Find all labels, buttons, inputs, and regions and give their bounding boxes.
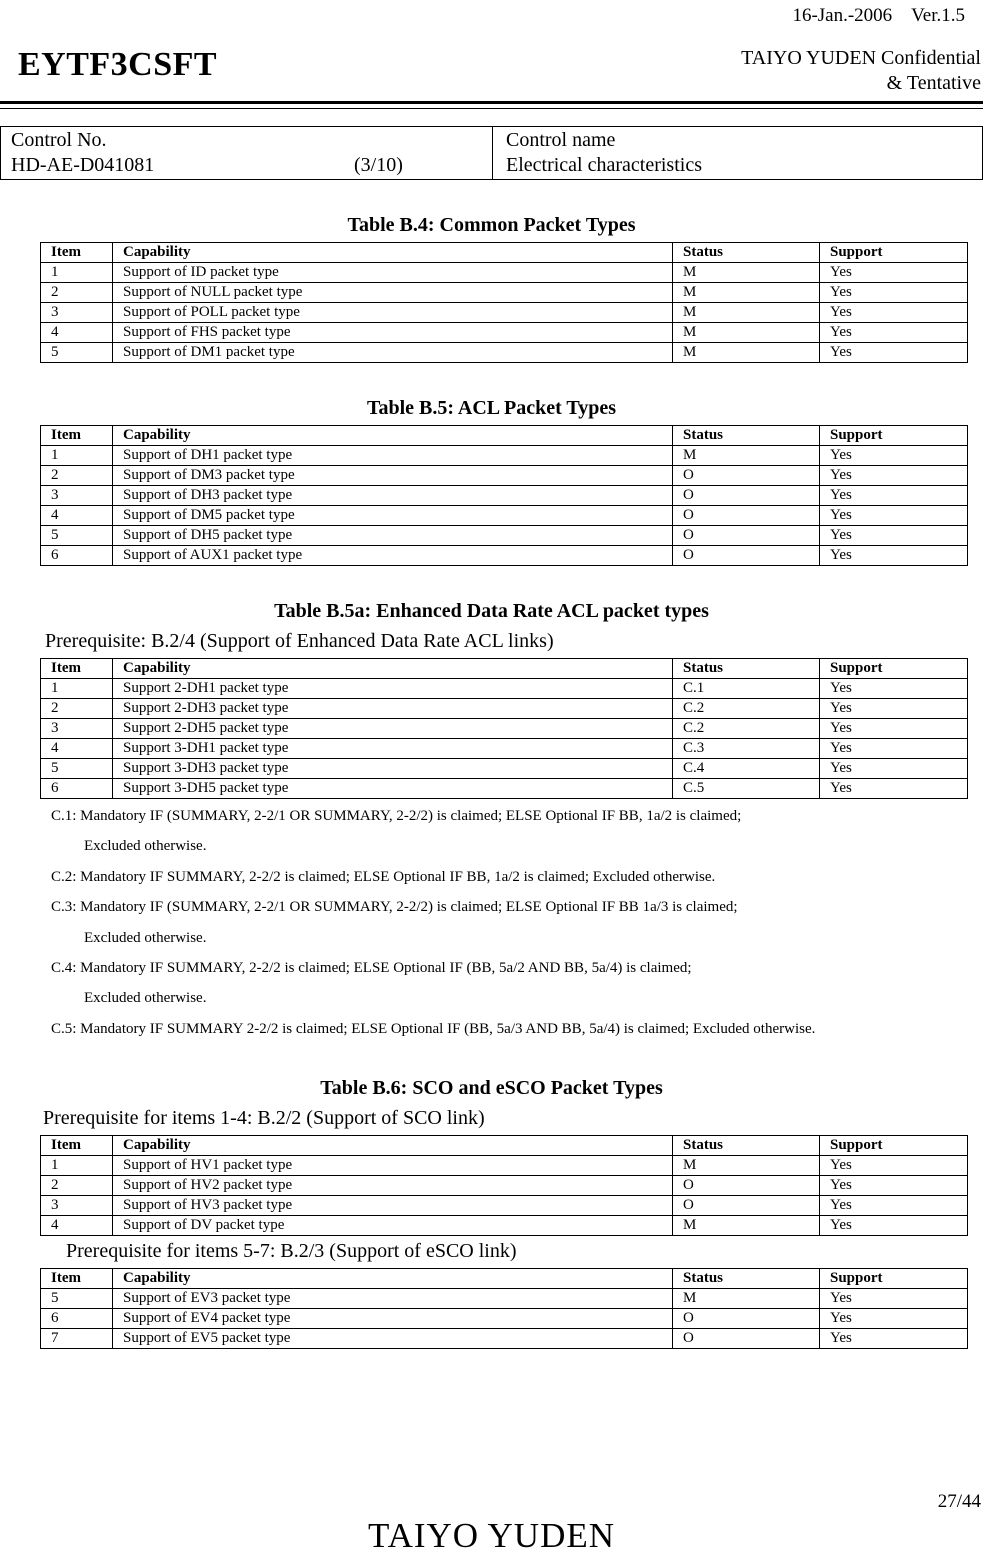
header-status: Status (673, 1269, 820, 1289)
header-status: Status (673, 1136, 820, 1156)
note-c4-cont: Excluded otherwise. (84, 990, 207, 1007)
cell-status: M (673, 303, 820, 323)
cell-capability: Support of DH1 packet type (113, 446, 673, 466)
cell-capability: Support 3-DH5 packet type (113, 779, 673, 799)
cell-item: 6 (41, 1309, 113, 1329)
cell-support: Yes (820, 546, 968, 566)
confidential-notice (741, 46, 981, 96)
cell-capability: Support of DH3 packet type (113, 486, 673, 506)
cell-item: 4 (41, 1216, 113, 1236)
control-number-cell (1, 127, 493, 179)
table-row (41, 739, 968, 759)
cell-item: 1 (41, 263, 113, 283)
table-row (41, 679, 968, 699)
table-b4 (40, 242, 968, 363)
table-row (41, 343, 968, 363)
table-row (41, 486, 968, 506)
control-box (0, 126, 983, 180)
cell-item: 1 (41, 446, 113, 466)
cell-capability: Support of FHS packet type (113, 323, 673, 343)
cell-capability: Support of AUX1 packet type (113, 546, 673, 566)
header-status: Status (673, 243, 820, 263)
table-b6-sco (40, 1135, 968, 1236)
cell-item: 5 (41, 526, 113, 546)
cell-support: Yes (820, 506, 968, 526)
control-page: (3/10) (354, 154, 403, 176)
cell-capability: Support of DM1 packet type (113, 343, 673, 363)
cell-item: 5 (41, 759, 113, 779)
header-capability: Capability (113, 659, 673, 679)
cell-status: O (673, 546, 820, 566)
cell-item: 1 (41, 1156, 113, 1176)
cell-support: Yes (820, 466, 968, 486)
header-support: Support (820, 243, 968, 263)
cell-item: 4 (41, 506, 113, 526)
date-version: 16-Jan.-2006 Ver.1.5 (792, 5, 965, 26)
table-row (41, 1156, 968, 1176)
cell-status: O (673, 1309, 820, 1329)
cell-capability: Support 3-DH1 packet type (113, 739, 673, 759)
cell-support: Yes (820, 1196, 968, 1216)
table-header-row (41, 1136, 968, 1156)
cell-capability: Support 3-DH3 packet type (113, 759, 673, 779)
table-b5-title: Table B.5: ACL Packet Types (366, 397, 617, 419)
cell-item: 2 (41, 466, 113, 486)
cell-capability: Support of EV5 packet type (113, 1329, 673, 1349)
cell-item: 4 (41, 323, 113, 343)
cell-capability: Support of DM5 packet type (113, 506, 673, 526)
cell-status: C.3 (673, 739, 820, 759)
model-name: EYTF3CSFT (18, 46, 218, 83)
table-header-row (41, 659, 968, 679)
cell-item: 3 (41, 1196, 113, 1216)
cell-item: 3 (41, 719, 113, 739)
cell-capability: Support of DH5 packet type (113, 526, 673, 546)
cell-support: Yes (820, 303, 968, 323)
cell-support: Yes (820, 526, 968, 546)
cell-item: 7 (41, 1329, 113, 1349)
note-c1-cont: Excluded otherwise. (84, 838, 207, 855)
cell-capability: Support of ID packet type (113, 263, 673, 283)
cell-item: 1 (41, 679, 113, 699)
cell-item: 6 (41, 779, 113, 799)
note-c3: C.3: Mandatory IF (SUMMARY, 2-2/1 OR SUMMARY, 2-2/2) is claimed; ELSE Optional IF BB 1a/3 is claimed; (51, 899, 738, 916)
cell-item: 6 (41, 546, 113, 566)
table-row (41, 263, 968, 283)
header-support: Support (820, 426, 968, 446)
cell-capability: Support of HV2 packet type (113, 1176, 673, 1196)
cell-item: 3 (41, 486, 113, 506)
cell-status: O (673, 486, 820, 506)
table-row (41, 283, 968, 303)
cell-capability: Support 2-DH1 packet type (113, 679, 673, 699)
cell-support: Yes (820, 263, 968, 283)
table-b4-title: Table B.4: Common Packet Types (347, 214, 636, 236)
table-b6-title: Table B.6: SCO and eSCO Packet Types (320, 1077, 663, 1099)
header-rule-thick (0, 101, 983, 104)
cell-capability: Support of POLL packet type (113, 303, 673, 323)
cell-support: Yes (820, 779, 968, 799)
cell-item: 2 (41, 699, 113, 719)
cell-item: 2 (41, 283, 113, 303)
note-c4: C.4: Mandatory IF SUMMARY, 2-2/2 is claimed; ELSE Optional IF (BB, 5a/2 AND BB, 5a/4) is claimed; (51, 960, 692, 977)
cell-status: C.4 (673, 759, 820, 779)
header-status: Status (673, 426, 820, 446)
table-row (41, 446, 968, 466)
table-b6-prerequisite-2: Prerequisite for items 5-7: B.2/3 (Support of eSCO link) (66, 1240, 517, 1262)
cell-capability: Support 2-DH3 packet type (113, 699, 673, 719)
table-b5a (40, 658, 968, 799)
cell-status: M (673, 323, 820, 343)
cell-item: 3 (41, 303, 113, 323)
header-capability: Capability (113, 1269, 673, 1289)
table-row (41, 466, 968, 486)
footer-company: TAIYO YUDEN (368, 1516, 615, 1555)
header-item: Item (41, 659, 113, 679)
table-row (41, 323, 968, 343)
cell-capability: Support of EV3 packet type (113, 1289, 673, 1309)
cell-status: M (673, 343, 820, 363)
cell-capability: Support of DV packet type (113, 1216, 673, 1236)
header-support: Support (820, 1136, 968, 1156)
cell-status: O (673, 466, 820, 486)
cell-support: Yes (820, 323, 968, 343)
header-support: Support (820, 1269, 968, 1289)
cell-support: Yes (820, 1289, 968, 1309)
cell-support: Yes (820, 679, 968, 699)
cell-support: Yes (820, 739, 968, 759)
control-name-value: Electrical characteristics (506, 154, 702, 176)
header-item: Item (41, 426, 113, 446)
table-row (41, 1216, 968, 1236)
table-header-row (41, 243, 968, 263)
table-row (41, 506, 968, 526)
cell-status: C.2 (673, 699, 820, 719)
cell-status: C.1 (673, 679, 820, 699)
cell-support: Yes (820, 1309, 968, 1329)
cell-capability: Support of NULL packet type (113, 283, 673, 303)
cell-item: 4 (41, 739, 113, 759)
cell-support: Yes (820, 1329, 968, 1349)
cell-item: 5 (41, 1289, 113, 1309)
table-row (41, 303, 968, 323)
cell-support: Yes (820, 699, 968, 719)
table-row (41, 759, 968, 779)
cell-capability: Support of DM3 packet type (113, 466, 673, 486)
header-rule-thin (0, 108, 983, 109)
header-item: Item (41, 1136, 113, 1156)
table-row (41, 546, 968, 566)
table-row (41, 699, 968, 719)
table-row (41, 779, 968, 799)
table-row (41, 526, 968, 546)
note-c5: C.5: Mandatory IF SUMMARY 2-2/2 is claimed; ELSE Optional IF (BB, 5a/3 AND BB, 5a/4) is claimed; Excluded otherwise. (51, 1020, 816, 1037)
header-capability: Capability (113, 243, 673, 263)
cell-item: 5 (41, 343, 113, 363)
cell-status: M (673, 263, 820, 283)
header-support: Support (820, 659, 968, 679)
control-number-value: HD-AE-D041081 (11, 154, 155, 176)
cell-status: O (673, 526, 820, 546)
cell-status: C.5 (673, 779, 820, 799)
control-number-label: Control No. (11, 129, 107, 151)
cell-support: Yes (820, 1216, 968, 1236)
page-number: 27/44 (937, 1491, 981, 1512)
table-row (41, 1309, 968, 1329)
table-b5a-notes (51, 801, 815, 1044)
table-header-row (41, 426, 968, 446)
table-b5a-prerequisite: Prerequisite: B.2/4 (Support of Enhanced Data Rate ACL links) (45, 630, 554, 652)
cell-support: Yes (820, 283, 968, 303)
table-header-row (41, 1269, 968, 1289)
cell-support: Yes (820, 446, 968, 466)
header-item: Item (41, 1269, 113, 1289)
cell-capability: Support of HV1 packet type (113, 1156, 673, 1176)
cell-support: Yes (820, 1156, 968, 1176)
cell-status: O (673, 1176, 820, 1196)
header-capability: Capability (113, 426, 673, 446)
table-b5 (40, 425, 968, 566)
table-row (41, 719, 968, 739)
cell-capability: Support of HV3 packet type (113, 1196, 673, 1216)
control-name-cell (493, 127, 982, 179)
cell-capability: Support of EV4 packet type (113, 1309, 673, 1329)
cell-status: O (673, 506, 820, 526)
header-capability: Capability (113, 1136, 673, 1156)
cell-support: Yes (820, 486, 968, 506)
note-c3-cont: Excluded otherwise. (84, 929, 207, 946)
cell-status: M (673, 1289, 820, 1309)
cell-status: C.2 (673, 719, 820, 739)
table-b6-prerequisite-1: Prerequisite for items 1-4: B.2/2 (Support of SCO link) (43, 1107, 485, 1129)
confidential-line-1: TAIYO YUDEN Confidential (741, 47, 981, 69)
header-item: Item (41, 243, 113, 263)
cell-status: O (673, 1196, 820, 1216)
table-row (41, 1289, 968, 1309)
confidential-line-2: & Tentative (886, 72, 981, 94)
cell-status: M (673, 1216, 820, 1236)
note-c1: C.1: Mandatory IF (SUMMARY, 2-2/1 OR SUMMARY, 2-2/2) is claimed; ELSE Optional IF BB, 1a/2 is claimed; (51, 808, 742, 824)
cell-support: Yes (820, 1176, 968, 1196)
cell-capability: Support 2-DH5 packet type (113, 719, 673, 739)
header-status: Status (673, 659, 820, 679)
table-row (41, 1196, 968, 1216)
table-row (41, 1176, 968, 1196)
table-b6-esco (40, 1268, 968, 1349)
cell-support: Yes (820, 759, 968, 779)
note-c2: C.2: Mandatory IF SUMMARY, 2-2/2 is claimed; ELSE Optional IF BB, 1a/2 is claimed; Excluded otherwise. (51, 868, 716, 885)
table-b5a-title: Table B.5a: Enhanced Data Rate ACL packet types (274, 600, 709, 622)
control-name-label: Control name (506, 129, 616, 151)
cell-support: Yes (820, 343, 968, 363)
cell-status: O (673, 1329, 820, 1349)
cell-status: M (673, 283, 820, 303)
table-row (41, 1329, 968, 1349)
cell-status: M (673, 1156, 820, 1176)
cell-support: Yes (820, 719, 968, 739)
cell-status: M (673, 446, 820, 466)
cell-item: 2 (41, 1176, 113, 1196)
